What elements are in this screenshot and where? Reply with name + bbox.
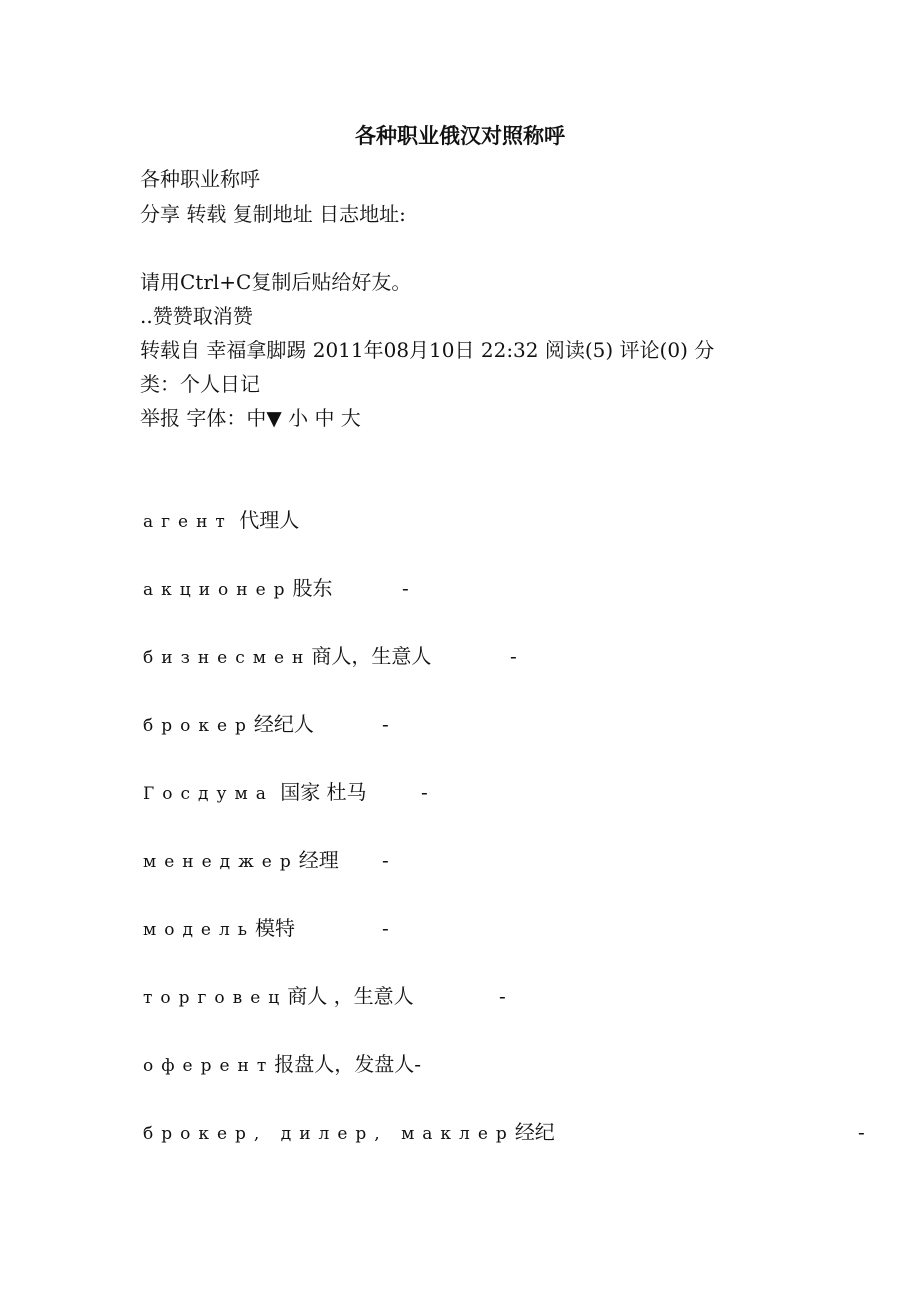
vocab-entry: [143, 642, 431, 672]
russian-term: акционер: [143, 580, 293, 600]
vocab-entry: [143, 506, 299, 536]
chinese-term: 报盘人，发盘人: [274, 1052, 415, 1076]
russian-term: агент: [143, 512, 233, 532]
russian-term: модель: [143, 920, 256, 940]
dash-mark: -: [510, 644, 517, 668]
dash-mark: -: [382, 848, 389, 872]
russian-term: оферент: [143, 1056, 275, 1076]
russian-term: торговец: [143, 988, 288, 1008]
copy-instruction: 请用Ctrl+C复制后贴给好友。: [140, 270, 412, 294]
dash-mark: -: [382, 916, 389, 940]
category-line: 类：个人日记: [140, 372, 260, 396]
chinese-term: 股东: [292, 576, 333, 600]
russian-term: менеджер: [143, 852, 299, 872]
document-title: 各种职业俄汉对照称呼: [355, 123, 565, 148]
dash-mark: -: [421, 780, 428, 804]
like-line: ..赞赞取消赞: [140, 304, 253, 328]
russian-term: бизнесмен: [143, 648, 312, 668]
dash-mark: -: [382, 712, 389, 736]
chinese-term: 国家 杜马: [280, 780, 367, 804]
vocab-entry: [143, 914, 295, 944]
vocab-entry: [143, 710, 314, 740]
dash-mark: -: [858, 1120, 865, 1144]
chinese-term: 商人 ，生意人: [287, 984, 414, 1008]
chinese-term: 模特: [255, 916, 296, 940]
share-line: 分享 转载 复制地址 日志地址:: [140, 202, 406, 226]
chinese-term: 代理人: [239, 508, 300, 532]
dash-mark: -: [414, 1052, 422, 1076]
dash-mark: -: [499, 984, 506, 1008]
subtitle: 各种职业称呼: [140, 167, 260, 191]
russian-term: Госдума: [143, 784, 274, 804]
dash-mark: -: [402, 576, 409, 600]
vocab-entry: [143, 778, 367, 808]
chinese-term: 经理: [298, 848, 339, 872]
vocab-entry: [143, 574, 333, 604]
vocab-entry: [143, 1050, 421, 1080]
vocab-entry: [143, 1118, 555, 1148]
chinese-term: 商人，生意人: [311, 644, 432, 668]
vocab-entry: [143, 982, 414, 1012]
russian-term: брокер, дилер, маклер: [143, 1124, 515, 1144]
vocab-entry: [143, 846, 339, 876]
chinese-term: 经纪: [514, 1120, 555, 1144]
repost-info: 转载自 幸福拿脚踢 2011年08月10日 22:32 阅读(5) 评论(0) 分: [140, 338, 715, 362]
russian-term: брокер: [143, 716, 254, 736]
font-size-line: 举报 字体：中▼ 小 中 大: [140, 406, 361, 430]
chinese-term: 经纪人: [253, 712, 314, 736]
